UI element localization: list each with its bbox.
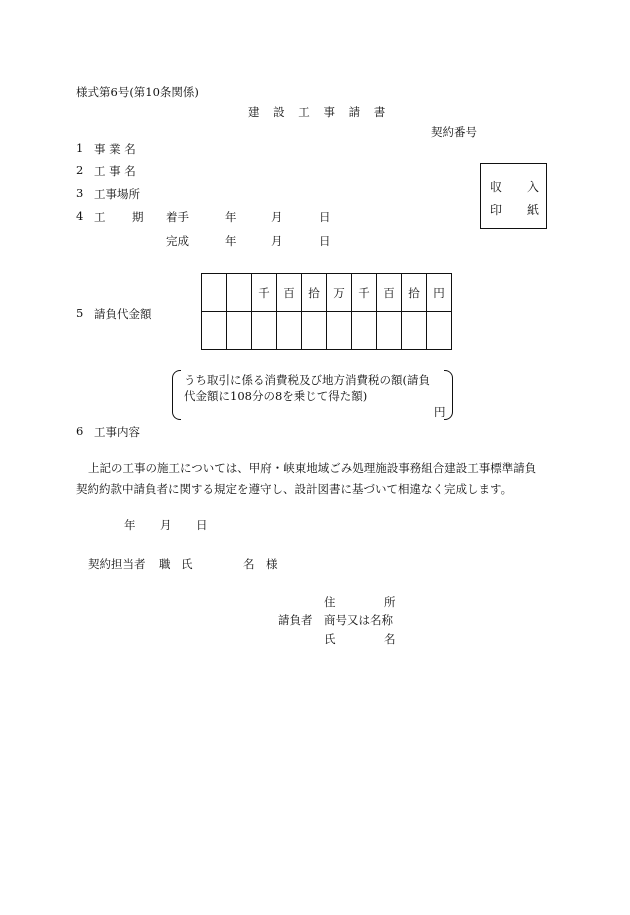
left-bracket [172,370,181,420]
contractor-address-a: 住 [324,595,336,609]
amount-unit-cell: 円 [427,274,452,312]
amount-value-cell[interactable] [402,312,427,350]
amount-unit-cell: 千 [352,274,377,312]
end-label: 完成 [166,234,189,248]
item-4-number: 4 [76,209,84,223]
start-month-label: 月 [271,210,283,224]
contractor-company-label: 商号又は名称 [324,613,393,627]
tax-note-yen: 円 [434,405,446,419]
tax-note-line-2: 代金額に108分の8を乗じて得た額) [184,389,368,403]
start-year-label: 年 [225,210,237,224]
item-5-number: 5 [76,306,84,320]
addressee-honorific: 様 [266,557,278,571]
stamp-char-4: 紙 [527,203,540,217]
date-year-label: 年 [124,518,136,532]
amount-unit-row [202,274,452,312]
amount-value-cell[interactable] [202,312,227,350]
item-6-label: 工事内容 [94,425,140,439]
amount-value-cell[interactable] [252,312,277,350]
tax-note [172,370,453,420]
end-day-label: 日 [319,234,331,248]
amount-unit-cell: 百 [277,274,302,312]
amount-unit-cell: 拾 [402,274,427,312]
contract-number-label: 契約番号 [431,125,477,139]
amount-value-row [202,312,452,350]
end-year-label: 年 [225,234,237,248]
date-month-label: 月 [160,518,172,532]
amount-value-cell[interactable] [277,312,302,350]
item-1-number: 1 [76,141,84,155]
addressee-name-a: 氏 [181,557,193,571]
stamp-char-3: 印 [490,203,503,217]
amount-value-cell[interactable] [352,312,377,350]
amount-unit-cell: 万 [327,274,352,312]
contractor-address-b: 所 [384,595,396,609]
revenue-stamp-box [480,163,547,229]
amount-value-cell[interactable] [327,312,352,350]
contract-amount-grid [201,273,452,350]
amount-unit-cell: 千 [252,274,277,312]
item-6-number: 6 [76,424,84,438]
start-day-label: 日 [319,210,331,224]
amount-value-cell[interactable] [427,312,452,350]
stamp-char-2: 入 [527,180,540,194]
contractor-name-b: 名 [384,632,396,646]
amount-unit-cell: 拾 [302,274,327,312]
amount-unit-cell [202,274,227,312]
body-text-line-2: 契約約款中請負者に関する規定を遵守し、設計図書に基づいて相違なく完成します。 [76,482,513,496]
amount-unit-cell [227,274,252,312]
contractor-label: 請負者 [278,613,313,627]
tax-note-line-1: うち取引に係る消費税及び地方消費税の額(請負 [184,373,430,387]
addressee-label: 契約担当者 [88,557,146,571]
amount-value-cell[interactable] [302,312,327,350]
document-title: 建 設 工 事 請 書 [248,105,391,119]
item-3-label: 工事場所 [94,187,140,201]
item-2-number: 2 [76,163,84,177]
item-2-label: 工 事 名 [94,164,136,178]
contractor-name-a: 氏 [324,632,336,646]
item-1-label: 事 業 名 [94,142,136,156]
end-month-label: 月 [271,234,283,248]
stamp-char-1: 収 [490,180,503,194]
addressee-role: 職 [159,557,171,571]
amount-value-cell[interactable] [227,312,252,350]
form-reference: 様式第6号(第10条関係) [76,85,199,99]
date-day-label: 日 [196,518,208,532]
start-label: 着手 [166,210,189,224]
item-3-number: 3 [76,186,84,200]
item-4-label-a: 工 [94,210,106,224]
item-4-label-b: 期 [132,210,144,224]
body-text-line-1: 上記の工事の施工については、甲府・峡東地域ごみ処理施設事務組合建設工事標準請負 [88,461,537,475]
addressee-name-b: 名 [243,557,255,571]
item-5-label: 請負代金額 [94,307,152,321]
amount-value-cell[interactable] [377,312,402,350]
amount-unit-cell: 百 [377,274,402,312]
